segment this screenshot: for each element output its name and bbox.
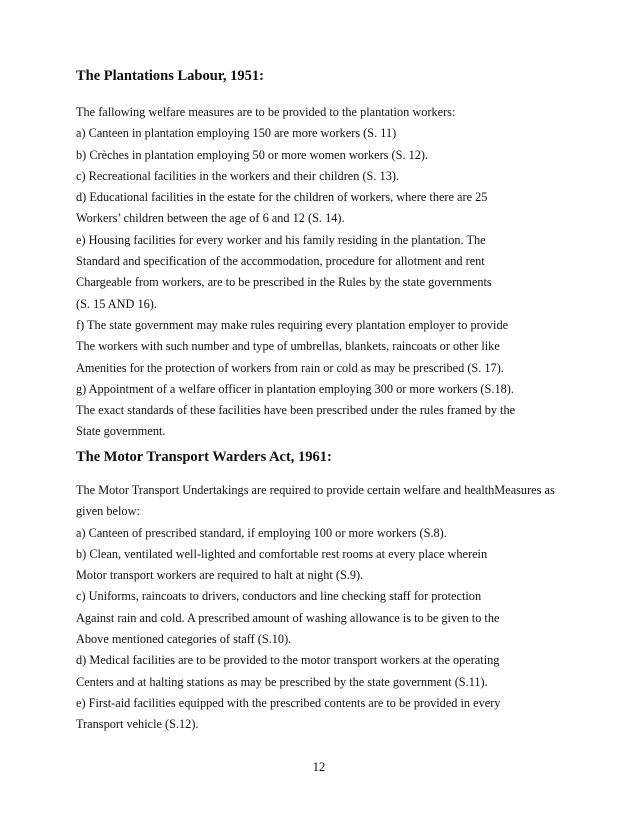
body-line: The exact standards of these facilities have been prescribed under the rules framed by the [76, 403, 516, 418]
body-line: f) The state government may make rules requiring every plantation employer to provide [76, 317, 509, 332]
body-line: b) Clean, ventilated well-lighted and comfortable rest rooms at every place wherein [76, 546, 488, 561]
section-body-motor-transport-act [76, 480, 576, 736]
body-line: Centers and at halting stations as may be prescribed by the state government (S.11). [76, 674, 488, 689]
body-line: g) Appointment of a welfare officer in plantation employing 300 or more workers (S.18). [76, 381, 514, 396]
body-line: Motor transport workers are required to halt at night (S.9). [76, 568, 364, 583]
body-line: given below: [76, 504, 140, 519]
body-line: Above mentioned categories of staff (S.10). [76, 632, 292, 647]
body-line: d) Educational facilities in the estate for the children of workers, where there are 25 [76, 190, 488, 205]
body-line: Standard and specification of the accommodation, procedure for allotment and rent [76, 254, 485, 269]
body-line: Workers’ children between the age of 6 and 12 (S. 14). [76, 211, 345, 226]
body-line: Against rain and cold. A prescribed amount of washing allowance is to be given to the [76, 610, 500, 625]
body-line: (S. 15 AND 16). [76, 296, 157, 311]
body-line: Chargeable from workers, are to be prescribed in the Rules by the state governments [76, 275, 492, 290]
section-title-plantations-labour: The Plantations Labour, 1951: [76, 68, 264, 84]
body-line: a) Canteen in plantation employing 150 are more workers (S. 11) [76, 126, 397, 141]
body-line: The workers with such number and type of umbrellas, blankets, raincoats or other like [76, 339, 500, 354]
body-line: b) Crèches in plantation employing 50 or more women workers (S. 12). [76, 147, 429, 162]
body-line: Transport vehicle (S.12). [76, 717, 199, 732]
section-body-plantations-labour [76, 102, 576, 443]
body-line: c) Uniforms, raincoats to drivers, conductors and line checking staff for protection [76, 589, 482, 604]
body-line: e) First-aid facilities equipped with the prescribed contents are to be provided in every [76, 695, 501, 710]
body-line: d) Medical facilities are to be provided to the motor transport workers at the operating [76, 653, 500, 668]
body-line: The Motor Transport Undertakings are required to provide certain welfare and healthMeasures as [76, 483, 555, 497]
body-line: The fallowing welfare measures are to be provided to the plantation workers: [76, 105, 456, 119]
body-line: e) Housing facilities for every worker and his family residing in the plantation. The [76, 232, 486, 247]
page-number: 12 [312, 760, 326, 774]
body-line: Amenities for the protection of workers from rain or cold as may be prescribed (S. 17). [76, 360, 504, 375]
body-line: State government. [76, 424, 166, 439]
section-title-motor-transport-act: The Motor Transport Warders Act, 1961: [76, 449, 332, 465]
body-line: a) Canteen of prescribed standard, if employing 100 or more workers (S.8). [76, 525, 447, 540]
body-line: c) Recreational facilities in the workers and their children (S. 13). [76, 168, 400, 183]
